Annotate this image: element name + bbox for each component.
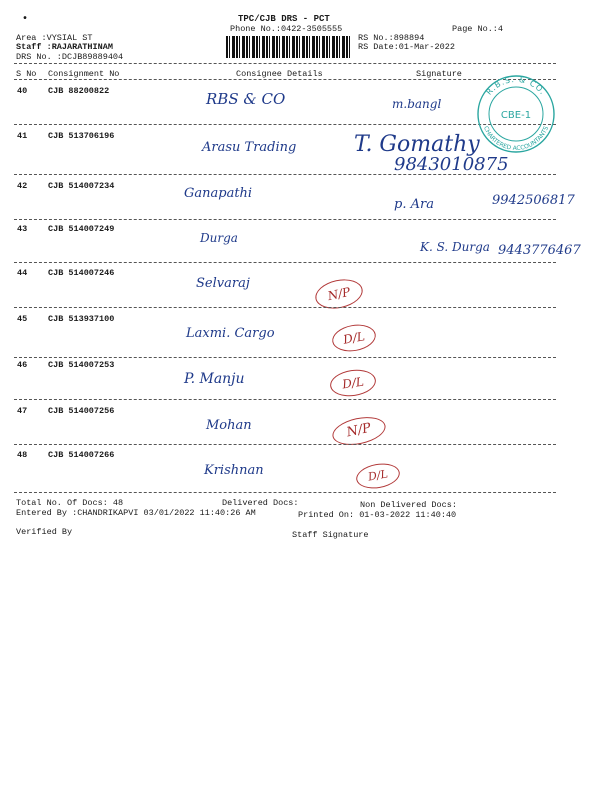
row-sno: 45 — [17, 314, 28, 324]
row-status-badge: N/P — [330, 413, 388, 450]
total-docs: Total No. Of Docs: 48 — [16, 498, 124, 508]
row-consignee: Ganapathi — [184, 186, 253, 201]
row-consignment: CJB 514007253 — [48, 360, 115, 370]
company-seal — [466, 72, 566, 154]
row-status-badge: D/L — [330, 321, 378, 354]
row-sno: 41 — [17, 131, 28, 141]
row-consignment: CJB 513937100 — [48, 314, 115, 324]
seal-center-text: CBE-1 — [500, 110, 532, 121]
row-sno: 44 — [17, 268, 28, 278]
delivered-docs: Delivered Docs: — [222, 498, 299, 508]
bullet-mark: • — [22, 14, 29, 25]
row-phone: 9942506817 — [492, 193, 575, 208]
row-consignee: Selvaraj — [196, 276, 250, 291]
row-phone: 9443776467 — [498, 243, 581, 258]
row-status-badge: D/L — [354, 460, 401, 491]
row-signature: K. S. Durga — [420, 240, 490, 254]
area-field: Area :VYSIAL ST — [16, 33, 93, 43]
row-consignee: RBS & CO — [206, 90, 286, 108]
col-signature: Signature — [416, 69, 462, 79]
row-consignee: Laxmi. Cargo — [186, 326, 275, 341]
row-sno: 42 — [17, 181, 28, 191]
row-signature: m.bangl — [392, 97, 442, 111]
row-consignment: CJB 513706196 — [48, 131, 115, 141]
rs-number: RS No.:898894 — [358, 33, 425, 43]
col-consignee: Consignee Details — [236, 69, 323, 79]
staff-signature: Staff Signature — [292, 530, 369, 540]
drs-number: DRS No. :DCJB89889404 — [16, 52, 124, 62]
entered-by: Entered By :CHANDRIKAPVI 03/01/2022 11:40:26 AM — [16, 508, 256, 518]
document-title: TPC/CJB DRS - PCT — [238, 14, 330, 24]
phone-number: Phone No.:0422-3505555 — [230, 24, 343, 34]
seal-bottom-text: CHARTERED ACCOUNTANTS — [481, 125, 551, 153]
row-consignee: Durga — [200, 231, 238, 245]
row-sno: 48 — [17, 450, 28, 460]
row-consignment: CJB 514007246 — [48, 268, 115, 278]
row-consignee: Arasu Trading — [202, 140, 297, 155]
page-number: Page No.:4 — [452, 24, 504, 34]
non-delivered-docs: Non Delivered Docs: — [360, 500, 457, 510]
row-consignment: CJB 514007256 — [48, 406, 115, 416]
row-consignment: CJB 514007234 — [48, 181, 115, 191]
row-consignee: P. Manju — [184, 371, 245, 387]
row-sno: 46 — [17, 360, 28, 370]
col-consignment: Consignment No — [48, 69, 120, 79]
row-consignee: Krishnan — [204, 463, 264, 478]
row-sno: 40 — [17, 86, 28, 96]
svg-text:R.B.S. & CO. — [484, 75, 547, 97]
seal-top-text: R.B.S. & CO. — [484, 74, 548, 97]
row-consignee: Mohan — [206, 418, 252, 433]
row-signature: T. Gomathy — [354, 132, 480, 157]
row-sno: 47 — [17, 406, 28, 416]
row-status-badge: N/P — [313, 275, 366, 312]
row-status-badge: D/L — [328, 367, 377, 399]
rs-date: RS Date:01-Mar-2022 — [358, 42, 455, 52]
printed-on: Printed On: 01-03-2022 11:40:40 — [298, 510, 457, 520]
verified-by: Verified By — [16, 527, 73, 537]
row-consignment: CJB 88200822 — [48, 86, 110, 96]
row-consignment: CJB 514007266 — [48, 450, 115, 460]
row-phone: 9843010875 — [394, 154, 509, 175]
svg-text:CHARTERED ACCOUNTANTS — [482, 125, 550, 152]
col-sno: S No — [16, 69, 37, 79]
row-consignment: CJB 514007249 — [48, 224, 115, 234]
row-signature: p. Ara — [394, 197, 434, 212]
row-sno: 43 — [17, 224, 28, 234]
staff-field: Staff :RAJARATHINAM — [16, 42, 113, 52]
barcode — [226, 36, 350, 58]
